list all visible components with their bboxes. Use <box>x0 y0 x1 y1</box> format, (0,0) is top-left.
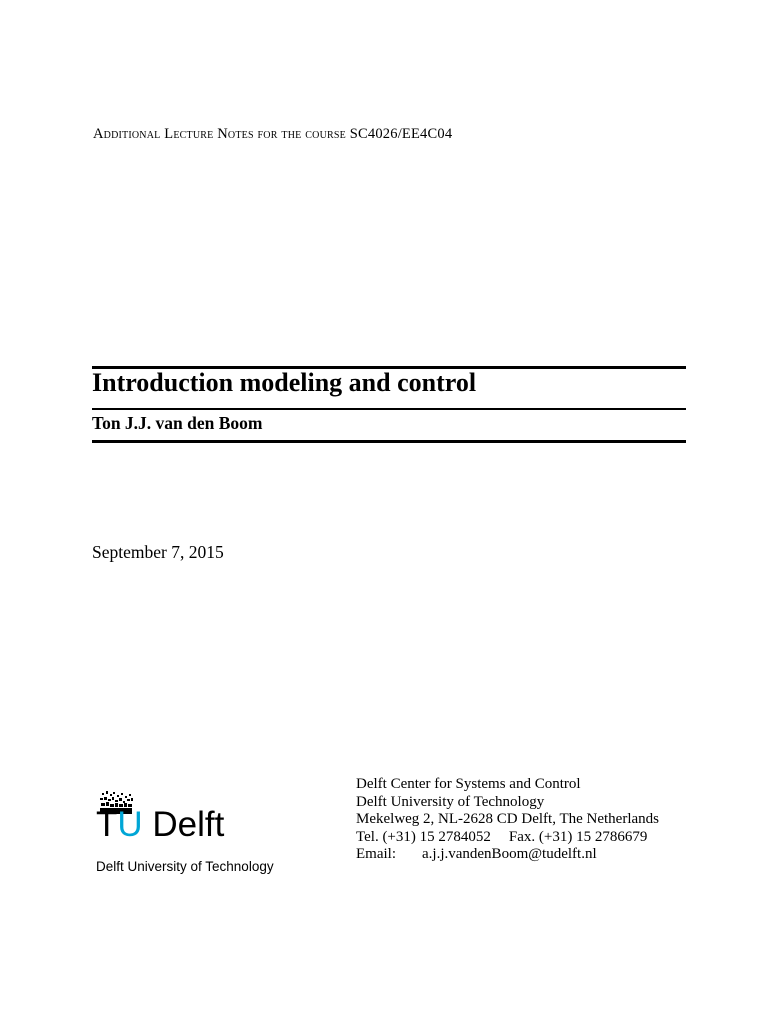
address-phone-line <box>356 829 659 847</box>
fax-number: Fax. (+31) 15 2786679 <box>508 828 648 845</box>
email-address: a.j.j.vandenBoom@tudelft.nl <box>422 846 597 862</box>
author-name: Ton J.J. van den Boom <box>92 413 263 433</box>
tu-delft-wordmark: TU Delft <box>96 805 225 844</box>
document-title: Introduction modeling and control <box>92 368 477 397</box>
logo-tagline: Delft University of Technology <box>96 859 274 874</box>
address-department: Delft Center for Systems and Control <box>356 776 581 792</box>
address-email-line <box>356 846 659 864</box>
publication-date: September 7, 2015 <box>92 542 224 562</box>
title-rule-bottom <box>92 440 686 443</box>
address-street: Mekelweg 2, NL-2628 CD Delft, The Netherlands <box>356 811 659 827</box>
email-label: Email: <box>356 846 396 862</box>
title-rule-middle <box>92 408 686 410</box>
series-line: Additional Lecture Notes for the course SC4026/EE4C04 <box>93 126 453 142</box>
phone-number: Tel. (+31) 15 2784052 <box>356 828 491 845</box>
tu-delft-logo <box>96 790 296 882</box>
contact-address-block <box>356 776 659 864</box>
address-university: Delft University of Technology <box>356 793 545 810</box>
